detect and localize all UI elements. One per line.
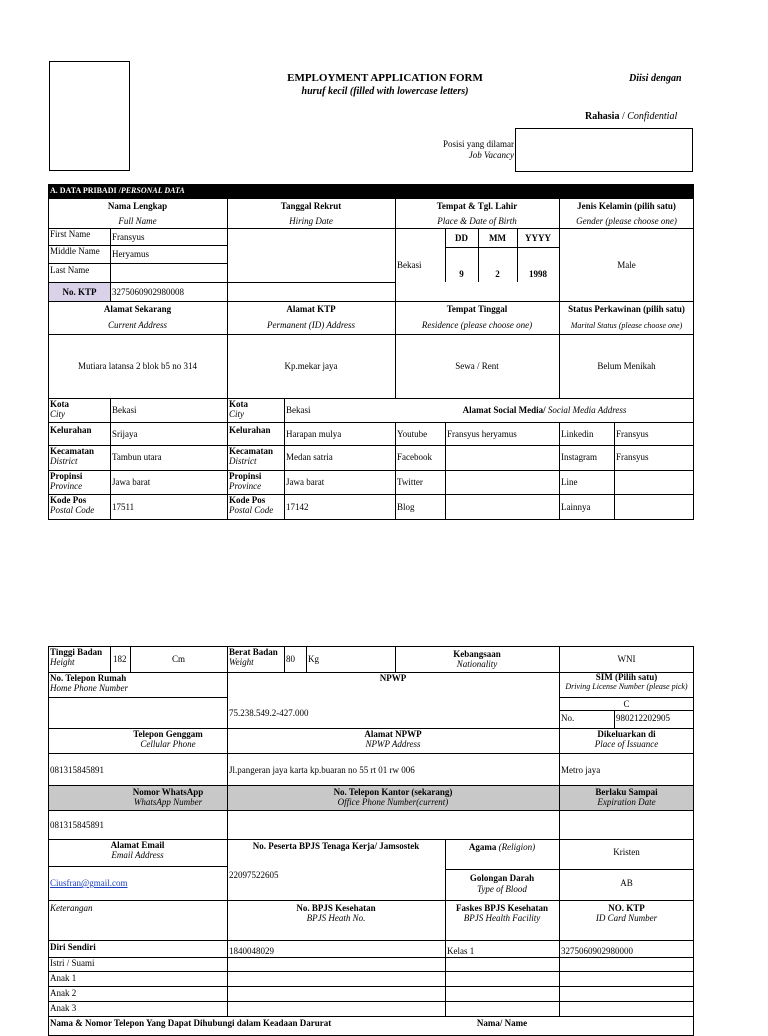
child2-label: Anak 2 xyxy=(50,988,77,998)
child1-label: Anak 1 xyxy=(50,973,77,983)
cellular-value[interactable]: 081315845891 xyxy=(50,765,104,775)
npwp-value[interactable]: 75.238.549.2-427.000 xyxy=(229,708,309,718)
self-faskes-value[interactable]: Kelas 1 xyxy=(447,946,475,956)
cur-propinsi-label: Propinsi Province xyxy=(50,471,83,491)
cur-kecamatan-label: Kecamatan District xyxy=(50,446,94,466)
keterangan-label: Keterangan xyxy=(50,903,93,913)
child3-label: Anak 3 xyxy=(50,1003,77,1013)
first-name-value[interactable]: Fransyus xyxy=(112,232,145,242)
self-bpjs-value[interactable]: 1840048029 xyxy=(229,946,274,956)
current-address-header: Alamat Sekarang Current Address xyxy=(103,304,172,330)
line-label: Line xyxy=(561,477,578,487)
linkedin-label: Linkedin xyxy=(561,429,594,439)
marital-value[interactable]: Belum Menikah xyxy=(597,361,656,371)
nationality-label: Kebangsaan Nationality xyxy=(453,649,501,669)
faskes-label: Faskes BPJS Kesehatan BPJS Health Facility xyxy=(455,903,548,923)
weight-value[interactable]: 80 xyxy=(286,654,295,664)
ktp-value[interactable]: 3275060902980008 xyxy=(112,287,184,297)
cur-kelurahan-value[interactable]: Srijaya xyxy=(112,429,138,439)
height-value[interactable]: 182 xyxy=(113,654,127,664)
whatsapp-label: Nomor WhatsApp WhatsApp Number xyxy=(132,787,204,807)
perm-propinsi-value[interactable]: Jawa barat xyxy=(286,477,325,487)
youtube-label: Youtube xyxy=(397,429,428,439)
cur-city-value[interactable]: Bekasi xyxy=(112,405,137,415)
diri-sendiri-label: Diri Sendiri xyxy=(50,942,96,952)
birth-place-value[interactable]: Bekasi xyxy=(397,260,422,270)
weight-label: Berat Badan Weight xyxy=(229,647,278,667)
twitter-label: Twitter xyxy=(397,477,423,487)
home-phone-label: No. Telepon Rumah Home Phone Number xyxy=(50,673,128,693)
nationality-value[interactable]: WNI xyxy=(617,654,636,664)
bpjs-tk-label: No. Peserta BPJS Tenaga Kerja/ Jamsostek xyxy=(252,841,420,851)
gender-header: Jenis Kelamin (pilih satu) Gender (please choose one) xyxy=(576,201,677,226)
residence-value[interactable]: Sewa / Rent xyxy=(455,361,499,371)
blood-value[interactable]: AB xyxy=(620,878,633,888)
weight-unit: Kg xyxy=(308,654,319,664)
sim-no-value[interactable]: 980212202905 xyxy=(616,713,670,723)
form-title: EMPLOYMENT APPLICATION FORM xyxy=(287,72,483,84)
current-address-value[interactable]: Mutiara latansa 2 blok b5 no 314 xyxy=(78,361,197,371)
perm-kodepos-value[interactable]: 17142 xyxy=(286,502,309,512)
bpjs-kes-label: No. BPJS Kesehatan BPJS Heath No. xyxy=(296,903,376,923)
no-ktp-label: NO. KTP ID Card Number xyxy=(595,903,658,923)
birth-header: Tempat & Tgl. Lahir Place & Date of Birth xyxy=(436,201,518,226)
residence-header: Tempat Tinggal Residence (please choose one) xyxy=(421,304,533,330)
cur-city-label: Kota City xyxy=(50,399,69,419)
issuance-value[interactable]: Metro jaya xyxy=(561,765,601,775)
mm-label: MM xyxy=(489,233,506,243)
religion-label: Agama (Religion) xyxy=(468,842,536,852)
issuance-label: Dikeluarkan di Place of Issuance xyxy=(594,729,659,749)
lainnya-label: Lainnya xyxy=(561,502,591,512)
cur-kodepos-label: Kode Pos Postal Code xyxy=(50,495,95,515)
cur-propinsi-value[interactable]: Jawa barat xyxy=(112,477,151,487)
gender-value[interactable]: Male xyxy=(617,260,636,270)
instagram-value[interactable]: Fransyus xyxy=(616,452,649,462)
bpjs-tk-value[interactable]: 22097522605 xyxy=(229,870,279,880)
form-subtitle: huruf kecil (filled with lowercase letters) xyxy=(301,86,469,97)
blog-label: Blog xyxy=(397,502,415,512)
npwp-address-value[interactable]: Jl.pangeran jaya karta kp.buaran no 55 rt 01 rw 006 xyxy=(229,765,415,775)
hiring-date-header: Tanggal Rekrut Hiring Date xyxy=(280,201,342,226)
emergency-name-label: Nama/ Name xyxy=(476,1018,528,1028)
cur-kecamatan-value[interactable]: Tambun utara xyxy=(112,452,162,462)
job-vacancy-input[interactable] xyxy=(515,128,693,172)
perm-propinsi-label: Propinsi Province xyxy=(229,471,262,491)
yyyy-value[interactable]: 1998 xyxy=(529,269,547,279)
ktp-label: No. KTP xyxy=(62,287,97,297)
section-a-header: A. DATA PRIBADI /PERSONAL DATA xyxy=(48,184,694,198)
perm-city-label: Kota City xyxy=(229,399,248,419)
instagram-label: Instagram xyxy=(561,452,597,462)
self-ktp-value[interactable]: 3275060902980000 xyxy=(561,946,633,956)
expiration-label: Berlaku Sampai Expiration Date xyxy=(595,787,658,807)
dd-label: DD xyxy=(455,233,468,243)
npwp-address-label: Alamat NPWP NPWP Address xyxy=(364,729,422,749)
photo-box xyxy=(49,61,130,171)
full-name-header: Nama Lengkap Full Name xyxy=(107,201,168,226)
middle-name-label: Middle Name xyxy=(50,246,100,256)
personal-data-table xyxy=(48,198,694,520)
email-link[interactable]: Ciusfran@gmail.com xyxy=(50,878,128,888)
diisi-note: Diisi dengan xyxy=(629,73,682,84)
cellular-label: Telepon Genggam Cellular Phone xyxy=(133,729,203,749)
cur-kodepos-value[interactable]: 17511 xyxy=(112,502,135,512)
permanent-address-header: Alamat KTP Permanent (ID) Address xyxy=(267,304,355,330)
blood-label: Golongan Darah Type of Blood xyxy=(469,873,535,894)
email-value[interactable] xyxy=(50,878,128,889)
job-vacancy-label: Posisi yang dilamar Job Vacancy xyxy=(443,139,514,160)
npwp-label: NPWP xyxy=(379,673,407,683)
perm-kecamatan-label: Kecamatan District xyxy=(229,446,273,466)
cur-kelurahan-label: Kelurahan xyxy=(50,425,92,435)
emergency-contact-label: Nama & Nomor Telepon Yang Dapat Dihubungi dalam Keadaan Darurat xyxy=(50,1018,332,1028)
perm-city-value[interactable]: Bekasi xyxy=(286,405,311,415)
social-media-header: Alamat Social Media/ Social Media Address xyxy=(462,405,627,415)
linkedin-value[interactable]: Fransyus xyxy=(616,429,649,439)
middle-name-value[interactable]: Heryamus xyxy=(112,249,149,259)
perm-kelurahan-label: Kelurahan xyxy=(229,425,271,435)
sim-type-value[interactable]: C xyxy=(623,699,630,709)
mm-value[interactable]: 2 xyxy=(495,269,500,279)
whatsapp-value[interactable]: 081315845891 xyxy=(50,820,104,830)
religion-value[interactable]: Kristen xyxy=(613,847,640,857)
sim-no-label: No. xyxy=(561,713,575,723)
last-name-label: Last Name xyxy=(50,265,90,275)
permanent-address-value[interactable]: Kp.mekar jaya xyxy=(284,361,338,371)
perm-kelurahan-value[interactable]: Harapan mulya xyxy=(286,429,342,439)
youtube-value[interactable]: Fransyus heryamus xyxy=(447,429,517,439)
marital-header: Status Perkawinan (pilih satu) Marital Status (please choose one) xyxy=(568,304,685,330)
facebook-label: Facebook xyxy=(397,452,432,462)
perm-kecamatan-value[interactable]: Medan satria xyxy=(286,452,333,462)
perm-kodepos-label: Kode Pos Postal Code xyxy=(229,495,274,515)
height-unit: Cm xyxy=(171,654,185,664)
office-phone-label: No. Telepon Kantor (sekarang) Office Phone Number(current) xyxy=(333,787,453,807)
yyyy-label: YYYY xyxy=(525,233,551,243)
height-label: Tinggi Badan Height xyxy=(50,647,103,667)
confidential-label: Rahasia / Confidential xyxy=(585,111,678,122)
first-name-label: First Name xyxy=(50,229,91,239)
email-label: Alamat Email Email Address xyxy=(110,840,165,860)
dd-value[interactable]: 9 xyxy=(459,269,464,279)
sim-label: SIM (Pilih satu) Driving License Number (please pick) xyxy=(565,673,688,691)
spouse-label: Istri / Suami xyxy=(50,958,95,968)
